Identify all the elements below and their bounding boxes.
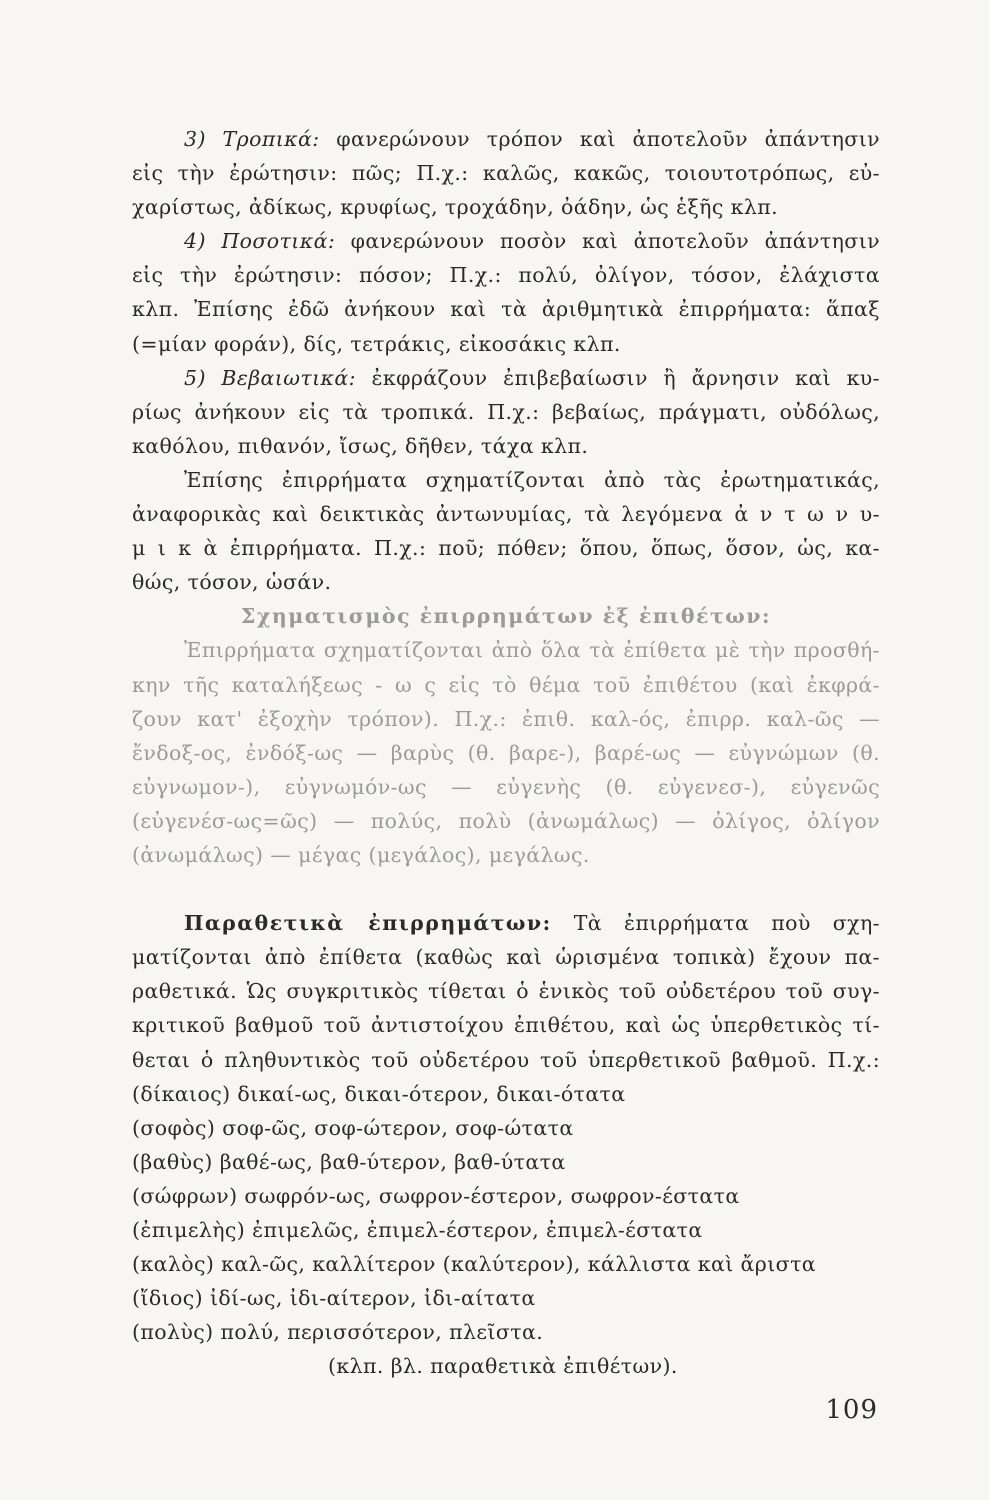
text-line: καθόλου, πιθανόν, ἴσως, δῆθεν, τάχα κλπ. xyxy=(132,433,589,458)
section-heading-rest: Τὰ ἐπιρρήματα ποὺ σχη- xyxy=(551,911,880,936)
section-heading: Παραθετικὰ ἐπιρρημάτων: xyxy=(184,911,552,936)
text-line: (ἀνωμάλως) — μέγας (μεγάλος), μεγάλως. xyxy=(132,842,590,867)
text-line: εὐγνωμον-), εὐγνωμόν-ως — εὐγενὴς (θ. εὐγενεσ-), εὐγενῶς xyxy=(132,774,880,799)
example-line: (δίκαιος) δικαί-ως, δικαι-ότερον, δικαι-ότατα xyxy=(132,1081,626,1106)
category-text: φανερώνουν τρόπον καὶ ἀποτελοῦν ἀπάντησιν xyxy=(319,127,880,151)
text-line: κριτικοῦ βαθμοῦ τοῦ ἀντιστοίχου ἐπιθέτου, καὶ ὡς ὑπερθετικὸς τί- xyxy=(132,1013,880,1038)
category-label: 3) Τροπικά: xyxy=(184,127,320,151)
text-line xyxy=(132,361,880,395)
example-line: (καλὸς) καλ-ῶς, καλλίτερον (καλύτερον), κάλλιστα καὶ ἄριστα xyxy=(132,1252,817,1277)
text-line: κην τῆς καταλήξεως - ω ς εἰς τὸ θέμα τοῦ ἐπιθέτου (καὶ ἐκφρά- xyxy=(132,672,880,697)
text-line: Ἐπιρρήματα σχηματίζονται ἀπὸ ὅλα τὰ ἐπίθετα μὲ τὴν προσθή- xyxy=(184,638,880,663)
text-line: ἀναφορικὰς καὶ δεικτικὰς ἀντωνυμίας, τὰ λεγόμενα ἀ ν τ ω ν υ- xyxy=(132,502,880,527)
text-line: ἔνδοξ-ος, ἐνδόξ-ως — βαρὺς (θ. βαρε-), βαρέ-ως — εὐγνώμων (θ. xyxy=(132,740,880,765)
page-body xyxy=(132,122,880,1383)
category-label: 4) Ποσοτικά: xyxy=(184,229,336,254)
category-text: φανερώνουν ποσὸν καὶ ἀποτελοῦν ἀπάντησιν xyxy=(335,229,880,254)
text-line xyxy=(132,224,880,258)
text-line: θώς, τόσον, ὡσάν. xyxy=(132,570,332,595)
category-label: 5) Βεβαιωτικά: xyxy=(184,365,356,390)
example-line: (πολὺς) πολύ, περισσότερον, πλεῖστα. xyxy=(132,1320,544,1345)
text-line: ζουν κατ' ἐξοχὴν τρόπον). Π.χ.: ἐπιθ. καλ-ός, ἐπιρρ. καλ-ῶς — xyxy=(132,706,880,731)
section-heading: Σχηματισμὸς ἐπιρρημάτων ἐξ ἐπιθέτων: xyxy=(240,604,772,629)
text-line: μ ι κ ὰ ἐπιρρήματα. Π.χ.: ποῦ; πόθεν; ὅπου, ὅπως, ὅσον, ὡς, κα- xyxy=(132,536,880,561)
example-line: (βαθὺς) βαθέ-ως, βαθ-ύτερον, βαθ-ύτατα xyxy=(132,1149,566,1174)
example-line: (σώφρων) σωφρόν-ως, σωφρον-έστερον, σωφρον-έστατα xyxy=(132,1183,740,1208)
text-line: (=μίαν φοράν), δίς, τετράκις, εἰκοσάκις κλπ. xyxy=(132,331,621,356)
text-line: ραθετικά. Ὡς συγκριτικὸς τίθεται ὁ ἑνικὸς τοῦ οὐδετέρου τοῦ συγ- xyxy=(132,979,880,1004)
text-line xyxy=(132,122,880,156)
text-line: εἰς τὴν ἐρώτησιν: πῶς; Π.χ.: καλῶς, κακῶς, τοιουτοτρόπως, εὐ- xyxy=(132,161,880,186)
text-line: ρίως ἀνήκουν εἰς τὰ τροπικά. Π.χ.: βεβαίως, πράγματι, οὐδόλως, xyxy=(132,399,880,424)
text-line: Ἐπίσης ἐπιρρήματα σχηματίζονται ἀπὸ τὰς ἐρωτηματικάς, xyxy=(184,467,880,492)
example-line: (ἴδιος) ἰδί-ως, ἰδι-αίτερον, ἰδι-αίτατα xyxy=(132,1286,536,1311)
category-text: ἐκφράζουν ἐπιβεβαίωσιν ἢ ἄρνησιν καὶ κυ- xyxy=(355,365,880,390)
text-line: (εὐγενέσ-ως=ῶς) — πολύς, πολὺ (ἀνωμάλως) — ὀλίγος, ὀλίγον xyxy=(132,808,880,833)
example-line: (σοφὸς) σοφ-ῶς, σοφ-ώτερον, σοφ-ώτατα xyxy=(132,1115,574,1140)
page-number: 109 xyxy=(825,1395,878,1425)
closing-note: (κλπ. βλ. παραθετικὰ ἐπιθέτων). xyxy=(328,1354,678,1379)
text-line: χαρίστως, ἀδίκως, κρυφίως, τροχάδην, ὀάδην, ὡς ἑξῆς κλπ. xyxy=(132,195,779,220)
text-line: εἰς τὴν ἐρώτησιν: πόσον; Π.χ.: πολύ, ὀλίγον, τόσον, ἐλάχιστα xyxy=(132,263,880,288)
text-line: ματίζονται ἀπὸ ἐπίθετα (καθὼς καὶ ὡρισμένα τοπικὰ) ἔχουν πα- xyxy=(132,945,880,970)
text-line: κλπ. Ἐπίσης ἐδῶ ἀνήκουν καὶ τὰ ἀριθμητικὰ ἐπιρρήματα: ἅπαξ xyxy=(132,297,880,322)
section-heading-line xyxy=(132,906,880,940)
text-line: θεται ὁ πληθυντικὸς τοῦ οὐδετέρου τοῦ ὑπερθετικοῦ βαθμοῦ. Π.χ.: xyxy=(132,1047,880,1072)
example-line: (ἐπιμελὴς) ἐπιμελῶς, ἐπιμελ-έστερον, ἐπιμελ-έστατα xyxy=(132,1218,703,1242)
